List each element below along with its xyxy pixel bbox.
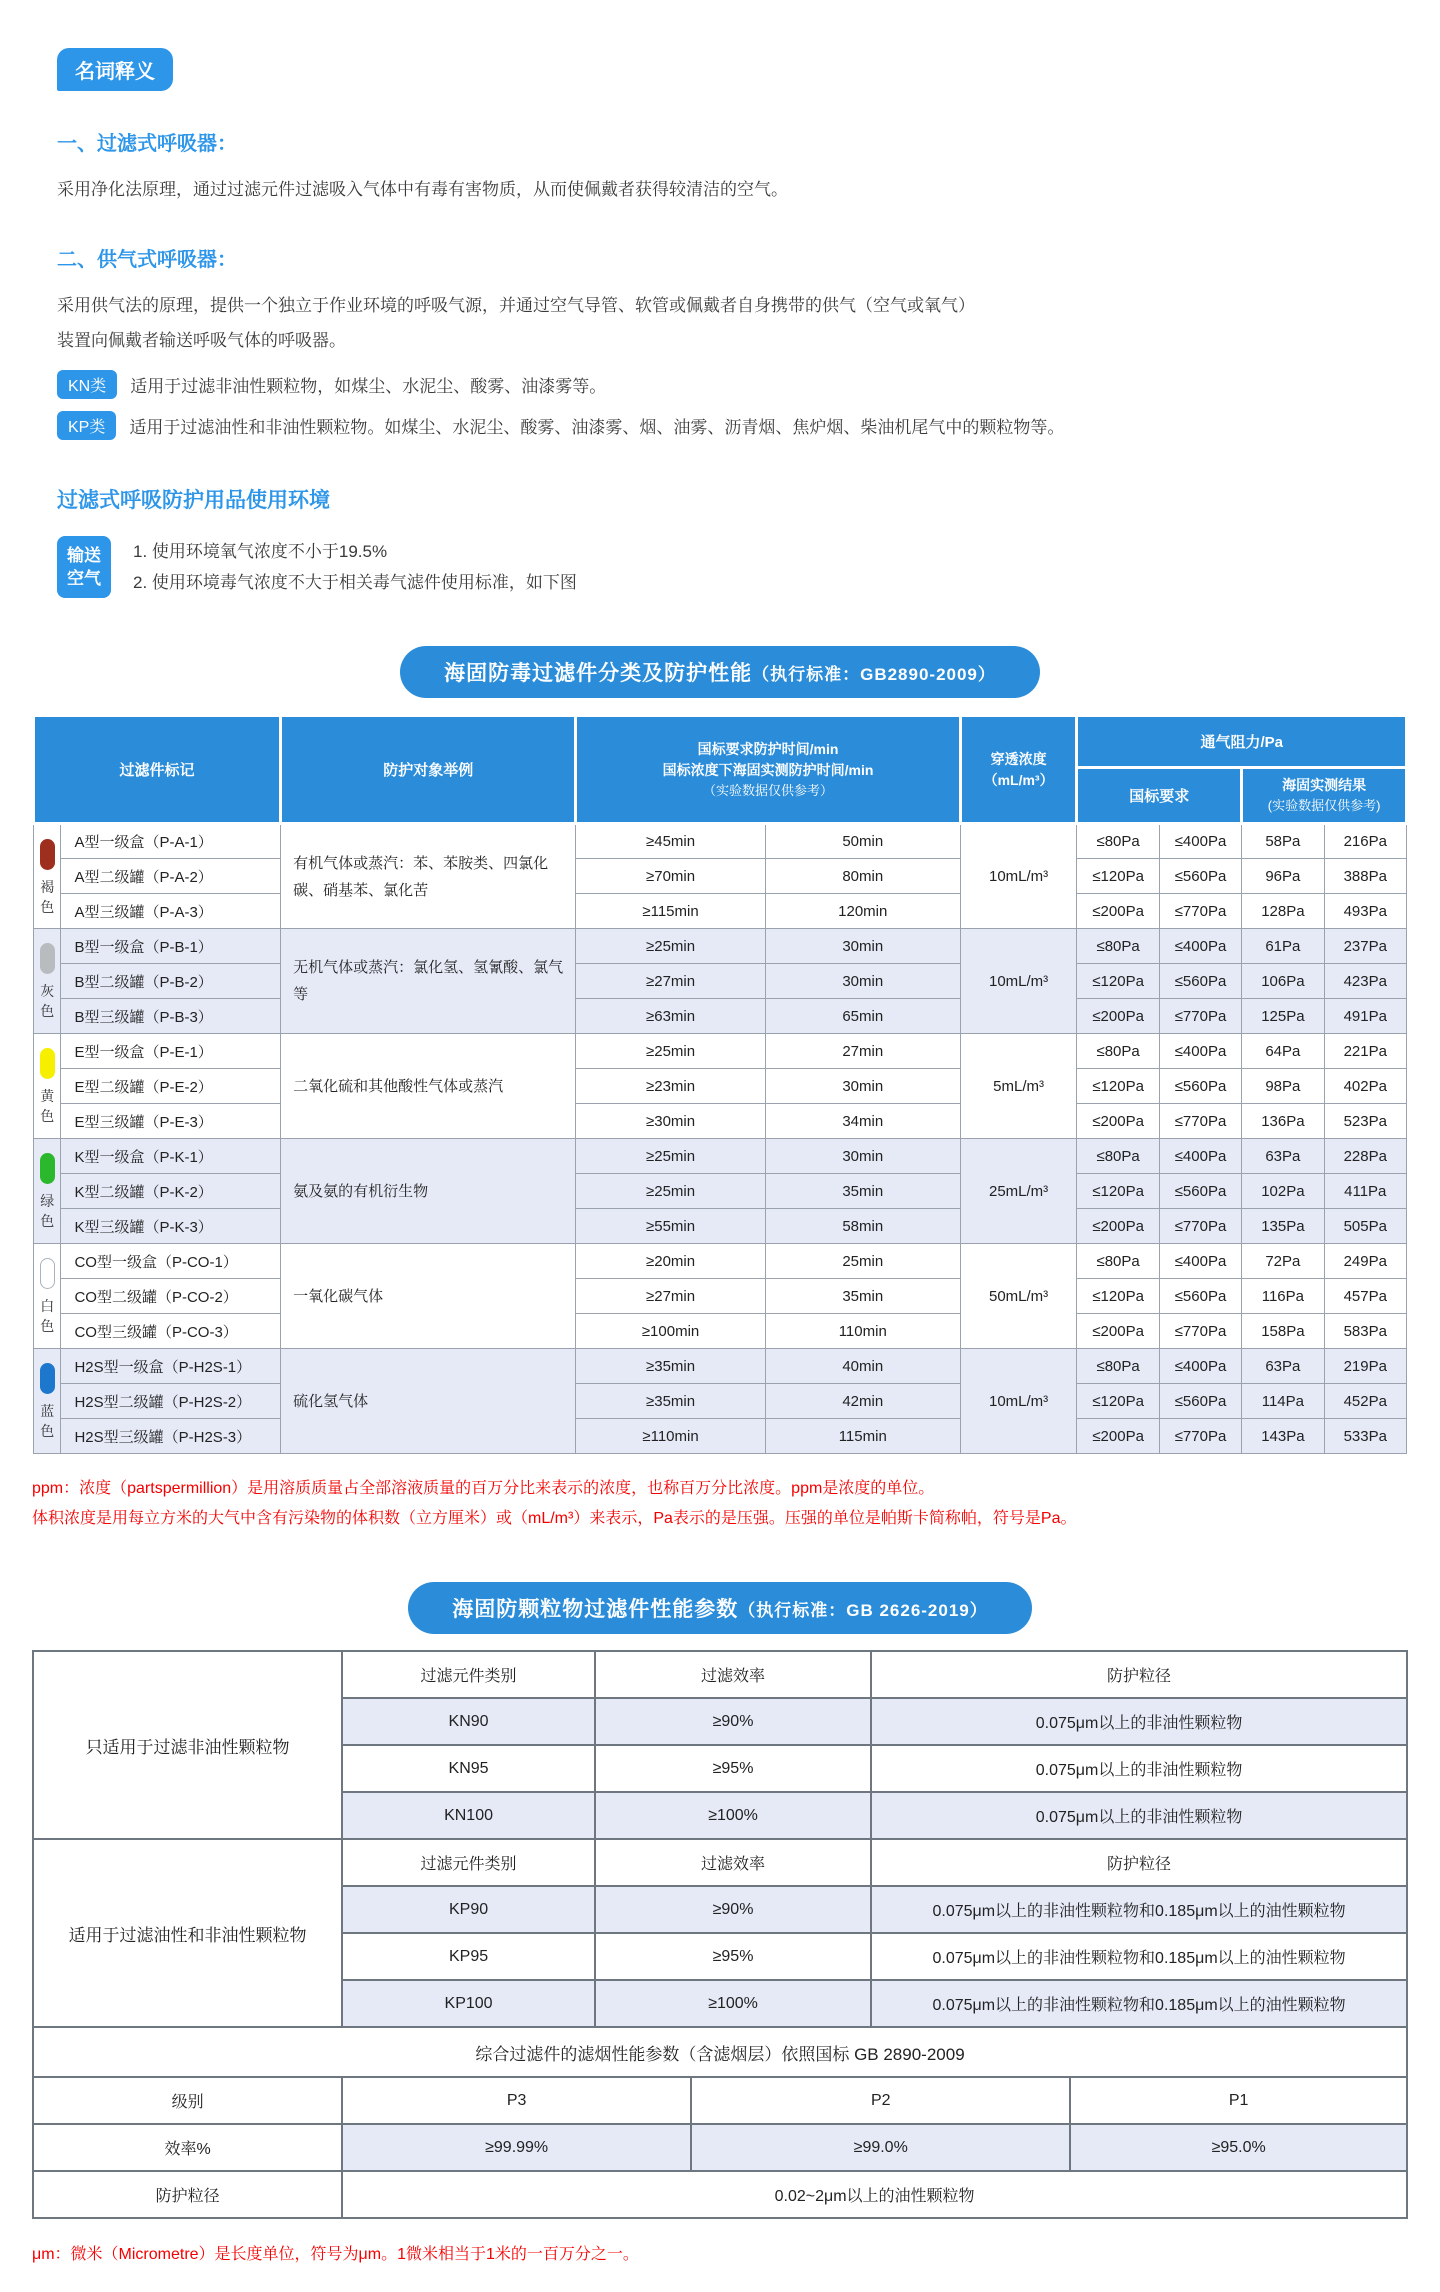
cell-particle-size: 0.075μm以上的非油性颗粒物 xyxy=(871,1745,1407,1792)
time-header-line2: 国标浓度下海固实测防护时间/min xyxy=(662,761,874,778)
cell-gb-pa-low: ≤80Pa xyxy=(1077,929,1159,964)
color-cell xyxy=(34,1349,61,1454)
col-header-haigu-measured xyxy=(1242,768,1407,824)
cell-element-type: KP95 xyxy=(342,1933,595,1980)
canister-color-pill xyxy=(40,839,55,870)
section-heading-2: 二、供气式呼吸器： xyxy=(57,249,237,271)
col-header-protection-object: 防护对象举例 xyxy=(281,716,576,824)
cell-protection-object: 有机气体或蒸汽：苯、苯胺类、四氯化碳、硝基苯、氯化苦 xyxy=(281,824,576,929)
cell-gb-time: ≥115min xyxy=(576,894,765,929)
micron-note: μm：微米（Micrometre）是长度单位，符号为μm。1微米相当于1米的一百万分之一。 xyxy=(32,2246,639,2263)
cell-measured-time: 50min xyxy=(765,824,960,859)
cell-element-type: KN100 xyxy=(342,1792,595,1839)
cell-measured-pa-low: 72Pa xyxy=(1242,1244,1324,1279)
section-filter-respirator xyxy=(57,127,1408,207)
table-row xyxy=(34,1174,1407,1209)
cell-measured-pa-high: 388Pa xyxy=(1324,859,1406,894)
cell-protection-object: 二氧化硫和其他酸性气体或蒸汽 xyxy=(281,1034,576,1139)
col-header-element-type: 过滤元件类别 xyxy=(342,1651,595,1698)
cell-penetration-conc: 25mL/m³ xyxy=(960,1139,1077,1244)
cell-gb-pa-low: ≤80Pa xyxy=(1077,1139,1159,1174)
table-row xyxy=(34,999,1407,1034)
cell-measured-time: 42min xyxy=(765,1384,960,1419)
air-supply-badge-line1: 输送 xyxy=(67,546,101,565)
cell-gb-pa-high: ≤560Pa xyxy=(1159,1279,1241,1314)
cell-gb-pa-high: ≤770Pa xyxy=(1159,1104,1241,1139)
efficiency-label: 效率% xyxy=(33,2124,342,2171)
cell-gb-pa-high: ≤770Pa xyxy=(1159,1209,1241,1244)
table-row xyxy=(34,824,1407,859)
cell-measured-pa-high: 249Pa xyxy=(1324,1244,1406,1279)
time-header-line1: 国标要求防护时间/min xyxy=(697,740,839,757)
cell-gb-time: ≥25min xyxy=(576,1174,765,1209)
col-header-particle-size: 防护粒径 xyxy=(871,1651,1407,1698)
color-name: 褐色 xyxy=(40,878,55,915)
efficiency-p2: ≥99.0% xyxy=(691,2124,1070,2171)
table-row xyxy=(34,1279,1407,1314)
cell-measured-pa-high: 423Pa xyxy=(1324,964,1406,999)
table-row xyxy=(33,2171,1407,2218)
cell-measured-pa-low: 63Pa xyxy=(1242,1349,1324,1384)
table-row xyxy=(33,2124,1407,2171)
cell-measured-time: 40min xyxy=(765,1349,960,1384)
cell-gb-time: ≥23min xyxy=(576,1069,765,1104)
section-body-2-line2: 装置向佩戴者输送呼吸气体的呼吸器。 xyxy=(57,331,346,350)
table-row xyxy=(34,1139,1407,1174)
cell-filter-mark: E型三级罐（P-E-3） xyxy=(61,1104,281,1139)
section-supplied-air-respirator xyxy=(57,243,1408,358)
table-row xyxy=(33,1839,1407,1886)
cell-gb-time: ≥45min xyxy=(576,824,765,859)
efficiency-p3: ≥99.99% xyxy=(342,2124,691,2171)
cell-gb-pa-high: ≤770Pa xyxy=(1159,1314,1241,1349)
cell-gb-time: ≥35min xyxy=(576,1349,765,1384)
table-row xyxy=(34,1419,1407,1454)
cell-filter-mark: H2S型三级罐（P-H2S-3） xyxy=(61,1419,281,1454)
cell-gb-time: ≥20min xyxy=(576,1244,765,1279)
cell-gb-pa-low: ≤80Pa xyxy=(1077,1349,1159,1384)
cell-gb-pa-low: ≤200Pa xyxy=(1077,999,1159,1034)
cell-gb-time: ≥25min xyxy=(576,1034,765,1069)
cell-filter-mark: H2S型一级盒（P-H2S-1） xyxy=(61,1349,281,1384)
table-row xyxy=(34,1209,1407,1244)
cell-measured-time: 110min xyxy=(765,1314,960,1349)
canister-color-pill xyxy=(40,1258,55,1289)
particle-filter-table-title xyxy=(408,1582,1032,1634)
grade-label: 级别 xyxy=(33,2077,342,2124)
cell-measured-pa-low: 61Pa xyxy=(1242,929,1324,964)
cell-measured-pa-low: 135Pa xyxy=(1242,1209,1324,1244)
cell-filter-mark: CO型二级罐（P-CO-2） xyxy=(61,1279,281,1314)
kn-class-badge: KN类 xyxy=(57,370,117,399)
cell-gb-pa-high: ≤400Pa xyxy=(1159,1139,1241,1174)
table-row xyxy=(33,1651,1407,1698)
cell-measured-pa-high: 505Pa xyxy=(1324,1209,1406,1244)
cell-penetration-conc: 10mL/m³ xyxy=(960,824,1077,929)
cell-particle-size: 0.075μm以上的非油性颗粒物和0.185μm以上的油性颗粒物 xyxy=(871,1933,1407,1980)
section-heading-1: 一、过滤式呼吸器： xyxy=(57,133,237,155)
block-label-non-oily: 只适用于过滤非油性颗粒物 xyxy=(33,1651,342,1839)
ppm-note xyxy=(32,1474,1408,1534)
cell-efficiency: ≥90% xyxy=(595,1886,871,1933)
cell-measured-pa-low: 58Pa xyxy=(1242,824,1324,859)
cell-measured-pa-low: 116Pa xyxy=(1242,1279,1324,1314)
cell-penetration-conc: 50mL/m³ xyxy=(960,1244,1077,1349)
toxic-filter-title-standard: （执行标准：GB2890-2009） xyxy=(752,665,996,684)
cell-gb-time: ≥27min xyxy=(576,964,765,999)
cell-measured-pa-low: 128Pa xyxy=(1242,894,1324,929)
cell-gb-pa-high: ≤400Pa xyxy=(1159,1034,1241,1069)
cell-gb-time: ≥30min xyxy=(576,1104,765,1139)
cell-penetration-conc: 5mL/m³ xyxy=(960,1034,1077,1139)
ppm-note-line1: ppm：浓度（partspermillion）是用溶质质量占全部溶液质量的百万分比来表示的浓度，也称百万分比浓度。ppm是浓度的单位。 xyxy=(32,1480,935,1497)
table-row xyxy=(34,1349,1407,1384)
cell-gb-time: ≥110min xyxy=(576,1419,765,1454)
canister-color-pill xyxy=(40,1363,55,1394)
cell-measured-pa-low: 106Pa xyxy=(1242,964,1324,999)
cell-filter-mark: E型一级盒（P-E-1） xyxy=(61,1034,281,1069)
table-row xyxy=(34,1104,1407,1139)
cell-measured-pa-high: 452Pa xyxy=(1324,1384,1406,1419)
cell-efficiency: ≥90% xyxy=(595,1698,871,1745)
cell-gb-pa-low: ≤200Pa xyxy=(1077,1314,1159,1349)
col-header-element-type: 过滤元件类别 xyxy=(342,1839,595,1886)
col-header-protection-time xyxy=(576,716,960,824)
color-cell xyxy=(34,1244,61,1349)
color-name: 黄色 xyxy=(40,1088,55,1124)
col-header-penetration-conc xyxy=(960,716,1077,824)
cell-gb-time: ≥35min xyxy=(576,1384,765,1419)
cell-measured-pa-high: 219Pa xyxy=(1324,1349,1406,1384)
cell-penetration-conc: 10mL/m³ xyxy=(960,929,1077,1034)
cell-measured-pa-high: 237Pa xyxy=(1324,929,1406,964)
cell-gb-time: ≥100min xyxy=(576,1314,765,1349)
cell-efficiency: ≥100% xyxy=(595,1980,871,2027)
ppm-note-line2: 体积浓度是用每立方米的大气中含有污染物的体积数（立方厘米）或（mL/m³）来表示，Pa表示的是压强。压强的单位是帕斯卡简称帕，符号是Pa。 xyxy=(32,1510,1077,1527)
cell-filter-mark: A型二级罐（P-A-2） xyxy=(61,859,281,894)
color-cell xyxy=(34,824,61,929)
cell-gb-time: ≥63min xyxy=(576,999,765,1034)
cell-gb-pa-low: ≤120Pa xyxy=(1077,1069,1159,1104)
cell-filter-mark: A型一级盒（P-A-1） xyxy=(61,824,281,859)
cell-penetration-conc: 10mL/m³ xyxy=(960,1349,1077,1454)
canister-color-pill xyxy=(40,1153,55,1184)
cell-particle-size: 0.075μm以上的非油性颗粒物 xyxy=(871,1698,1407,1745)
cell-measured-pa-low: 143Pa xyxy=(1242,1419,1324,1454)
terminology-badge: 名词释义 xyxy=(57,48,173,91)
color-cell xyxy=(34,1034,61,1139)
cell-element-type: KP90 xyxy=(342,1886,595,1933)
cell-gb-pa-low: ≤200Pa xyxy=(1077,1104,1159,1139)
kp-class-line xyxy=(57,411,1408,440)
cell-element-type: KP100 xyxy=(342,1980,595,2027)
cell-measured-pa-high: 411Pa xyxy=(1324,1174,1406,1209)
cell-filter-mark: CO型一级盒（P-CO-1） xyxy=(61,1244,281,1279)
cell-gb-pa-high: ≤400Pa xyxy=(1159,1244,1241,1279)
air-supply-badge-line2: 空气 xyxy=(67,569,101,588)
cell-measured-time: 30min xyxy=(765,964,960,999)
col-header-airflow-resistance: 通气阻力/Pa xyxy=(1077,716,1407,768)
cell-measured-time: 27min xyxy=(765,1034,960,1069)
table-row xyxy=(33,2077,1407,2124)
env-condition-2: 2. 使用环境毒气浓度不大于相关毒气滤件使用标准，如下图 xyxy=(133,573,577,592)
table-row xyxy=(34,1069,1407,1104)
col-header-efficiency: 过滤效率 xyxy=(595,1651,871,1698)
haigu-header-line1: 海固实测结果 xyxy=(1282,777,1367,793)
particle-size-label: 防护粒径 xyxy=(33,2171,342,2218)
cell-protection-object: 无机气体或蒸汽：氯化氢、氢氰酸、氯气等 xyxy=(281,929,576,1034)
cell-gb-pa-high: ≤560Pa xyxy=(1159,1174,1241,1209)
cell-gb-pa-low: ≤80Pa xyxy=(1077,824,1159,859)
col-header-particle-size: 防护粒径 xyxy=(871,1839,1407,1886)
cell-gb-pa-high: ≤400Pa xyxy=(1159,1349,1241,1384)
cell-measured-time: 25min xyxy=(765,1244,960,1279)
cell-filter-mark: K型三级罐（P-K-3） xyxy=(61,1209,281,1244)
particle-filter-title-standard: （执行标准：GB 2626-2019） xyxy=(738,1601,988,1620)
cell-gb-pa-high: ≤400Pa xyxy=(1159,824,1241,859)
cell-gb-time: ≥55min xyxy=(576,1209,765,1244)
table-row xyxy=(34,1384,1407,1419)
cell-measured-time: 58min xyxy=(765,1209,960,1244)
cell-gb-pa-high: ≤400Pa xyxy=(1159,929,1241,964)
cell-filter-mark: K型一级盒（P-K-1） xyxy=(61,1139,281,1174)
cell-measured-time: 115min xyxy=(765,1419,960,1454)
grade-p3: P3 xyxy=(342,2077,691,2124)
cell-filter-mark: K型二级罐（P-K-2） xyxy=(61,1174,281,1209)
cell-measured-pa-low: 125Pa xyxy=(1242,999,1324,1034)
table-row xyxy=(34,964,1407,999)
cell-measured-time: 34min xyxy=(765,1104,960,1139)
cell-filter-mark: B型二级罐（P-B-2） xyxy=(61,964,281,999)
cell-measured-pa-high: 402Pa xyxy=(1324,1069,1406,1104)
cell-measured-pa-low: 64Pa xyxy=(1242,1034,1324,1069)
cell-measured-pa-high: 493Pa xyxy=(1324,894,1406,929)
cell-measured-time: 120min xyxy=(765,894,960,929)
cell-gb-pa-high: ≤560Pa xyxy=(1159,859,1241,894)
air-supply-badge xyxy=(57,536,111,598)
color-cell xyxy=(34,929,61,1034)
cell-filter-mark: CO型三级罐（P-CO-3） xyxy=(61,1314,281,1349)
kp-class-badge: KP类 xyxy=(57,411,116,440)
cell-measured-pa-high: 583Pa xyxy=(1324,1314,1406,1349)
cell-gb-pa-low: ≤120Pa xyxy=(1077,1384,1159,1419)
block-label-oily: 适用于过滤油性和非油性颗粒物 xyxy=(33,1839,342,2027)
canister-color-pill xyxy=(40,1048,55,1079)
cell-measured-time: 30min xyxy=(765,1069,960,1104)
cell-gb-pa-low: ≤80Pa xyxy=(1077,1034,1159,1069)
table-row xyxy=(34,1244,1407,1279)
particle-size-value: 0.02~2μm以上的油性颗粒物 xyxy=(342,2171,1407,2218)
cell-measured-pa-high: 491Pa xyxy=(1324,999,1406,1034)
color-name: 白色 xyxy=(40,1298,55,1334)
cell-measured-pa-high: 221Pa xyxy=(1324,1034,1406,1069)
table-row xyxy=(34,929,1407,964)
cell-gb-pa-high: ≤770Pa xyxy=(1159,1419,1241,1454)
cell-gb-pa-low: ≤200Pa xyxy=(1077,894,1159,929)
cell-filter-mark: B型三级罐（P-B-3） xyxy=(61,999,281,1034)
cell-protection-object: 硫化氢气体 xyxy=(281,1349,576,1454)
efficiency-p1: ≥95.0% xyxy=(1070,2124,1407,2171)
cell-gb-pa-low: ≤200Pa xyxy=(1077,1209,1159,1244)
cell-gb-time: ≥25min xyxy=(576,1139,765,1174)
section-body-1: 采用净化法原理，通过过滤元件过滤吸入气体中有毒有害物质，从而使佩戴者获得较清洁的空气。 xyxy=(57,180,788,199)
table-row xyxy=(34,1314,1407,1349)
cell-efficiency: ≥95% xyxy=(595,1745,871,1792)
cell-gb-time: ≥27min xyxy=(576,1279,765,1314)
kp-class-desc: 适用于过滤油性和非油性颗粒物。如煤尘、水泥尘、酸雾、油漆雾、烟、油雾、沥青烟、焦炉烟、柴油机尾气中的颗粒物等。 xyxy=(129,418,1065,437)
table-row xyxy=(34,894,1407,929)
cell-gb-pa-high: ≤770Pa xyxy=(1159,894,1241,929)
cell-measured-time: 30min xyxy=(765,1139,960,1174)
cell-measured-pa-high: 533Pa xyxy=(1324,1419,1406,1454)
cell-gb-pa-high: ≤560Pa xyxy=(1159,1069,1241,1104)
col-header-gb-requirement: 国标要求 xyxy=(1077,768,1242,824)
cell-measured-pa-low: 98Pa xyxy=(1242,1069,1324,1104)
cell-gb-pa-low: ≤120Pa xyxy=(1077,1279,1159,1314)
cell-protection-object: 氨及氨的有机衍生物 xyxy=(281,1139,576,1244)
conc-header-line1: 穿透浓度 xyxy=(990,750,1047,767)
table-row xyxy=(34,859,1407,894)
cell-element-type: KN90 xyxy=(342,1698,595,1745)
cell-measured-pa-high: 457Pa xyxy=(1324,1279,1406,1314)
env-conditions xyxy=(133,536,577,598)
color-cell xyxy=(34,1139,61,1244)
section-body-2-line1: 采用供气法的原理，提供一个独立于作业环境的呼吸气源，并通过空气导管、软管或佩戴者自身携带的供气（空气或氧气） xyxy=(57,296,975,315)
color-name: 绿色 xyxy=(40,1193,55,1229)
particle-filter-title-main: 海固防颗粒物过滤件性能参数 xyxy=(452,1598,739,1621)
cell-gb-pa-low: ≤200Pa xyxy=(1077,1419,1159,1454)
cell-filter-mark: E型二级罐（P-E-2） xyxy=(61,1069,281,1104)
cell-measured-pa-high: 216Pa xyxy=(1324,824,1406,859)
particle-filter-table-top xyxy=(32,1650,1408,2078)
grade-p1: P1 xyxy=(1070,2077,1407,2124)
cell-gb-time: ≥70min xyxy=(576,859,765,894)
kn-class-line xyxy=(57,370,1408,399)
cell-gb-pa-high: ≤560Pa xyxy=(1159,964,1241,999)
cell-measured-pa-low: 158Pa xyxy=(1242,1314,1324,1349)
col-header-filter-mark: 过滤件标记 xyxy=(34,716,281,824)
haigu-header-line2: (实验数据仅供参考) xyxy=(1267,798,1381,813)
color-name: 蓝色 xyxy=(40,1403,55,1439)
conc-header-line2: （mL/m³） xyxy=(983,771,1054,788)
cell-element-type: KN95 xyxy=(342,1745,595,1792)
cell-filter-mark: B型一级盒（P-B-1） xyxy=(61,929,281,964)
env-condition-1: 1. 使用环境氧气浓度不小于19.5% xyxy=(133,542,388,561)
section-body-2 xyxy=(57,288,1408,358)
color-name: 灰色 xyxy=(40,983,55,1019)
cell-filter-mark: A型三级罐（P-A-3） xyxy=(61,894,281,929)
cell-gb-pa-low: ≤120Pa xyxy=(1077,964,1159,999)
cell-filter-mark: H2S型二级罐（P-H2S-2） xyxy=(61,1384,281,1419)
toxic-filter-title-main: 海固防毒过滤件分类及防护性能 xyxy=(444,662,753,685)
cell-efficiency: ≥95% xyxy=(595,1933,871,1980)
cell-measured-time: 65min xyxy=(765,999,960,1034)
col-header-efficiency: 过滤效率 xyxy=(595,1839,871,1886)
cell-measured-time: 30min xyxy=(765,929,960,964)
smoke-filter-note: 综合过滤件的滤烟性能参数（含滤烟层）依照国标 GB 2890-2009 xyxy=(33,2027,1407,2077)
cell-particle-size: 0.075μm以上的非油性颗粒物 xyxy=(871,1792,1407,1839)
cell-gb-pa-high: ≤560Pa xyxy=(1159,1384,1241,1419)
particle-filter-table-bottom xyxy=(32,2076,1408,2219)
cell-gb-pa-low: ≤80Pa xyxy=(1077,1244,1159,1279)
cell-measured-time: 35min xyxy=(765,1174,960,1209)
grade-p2: P2 xyxy=(691,2077,1070,2124)
cell-gb-pa-low: ≤120Pa xyxy=(1077,859,1159,894)
cell-measured-pa-low: 96Pa xyxy=(1242,859,1324,894)
table-row xyxy=(34,1034,1407,1069)
cell-gb-pa-low: ≤120Pa xyxy=(1077,1174,1159,1209)
cell-measured-pa-low: 102Pa xyxy=(1242,1174,1324,1209)
kn-class-desc: 适用于过滤非油性颗粒物，如煤尘、水泥尘、酸雾、油漆雾等。 xyxy=(130,377,607,396)
usage-environment-block xyxy=(57,536,1408,598)
cell-efficiency: ≥100% xyxy=(595,1792,871,1839)
cell-measured-time: 80min xyxy=(765,859,960,894)
cell-measured-pa-low: 114Pa xyxy=(1242,1384,1324,1419)
cell-measured-pa-high: 523Pa xyxy=(1324,1104,1406,1139)
toxic-filter-table-title xyxy=(400,646,1040,698)
cell-gb-time: ≥25min xyxy=(576,929,765,964)
usage-environment-heading: 过滤式呼吸防护用品使用环境 xyxy=(57,489,330,512)
time-header-line3: （实验数据仅供参考） xyxy=(703,782,834,798)
canister-color-pill xyxy=(40,943,55,974)
cell-measured-pa-low: 63Pa xyxy=(1242,1139,1324,1174)
cell-gb-pa-high: ≤770Pa xyxy=(1159,999,1241,1034)
cell-measured-time: 35min xyxy=(765,1279,960,1314)
cell-particle-size: 0.075μm以上的非油性颗粒物和0.185μm以上的油性颗粒物 xyxy=(871,1980,1407,2027)
cell-particle-size: 0.075μm以上的非油性颗粒物和0.185μm以上的油性颗粒物 xyxy=(871,1886,1407,1933)
cell-protection-object: 一氧化碳气体 xyxy=(281,1244,576,1349)
cell-measured-pa-high: 228Pa xyxy=(1324,1139,1406,1174)
toxic-filter-table xyxy=(32,714,1408,1454)
cell-measured-pa-low: 136Pa xyxy=(1242,1104,1324,1139)
